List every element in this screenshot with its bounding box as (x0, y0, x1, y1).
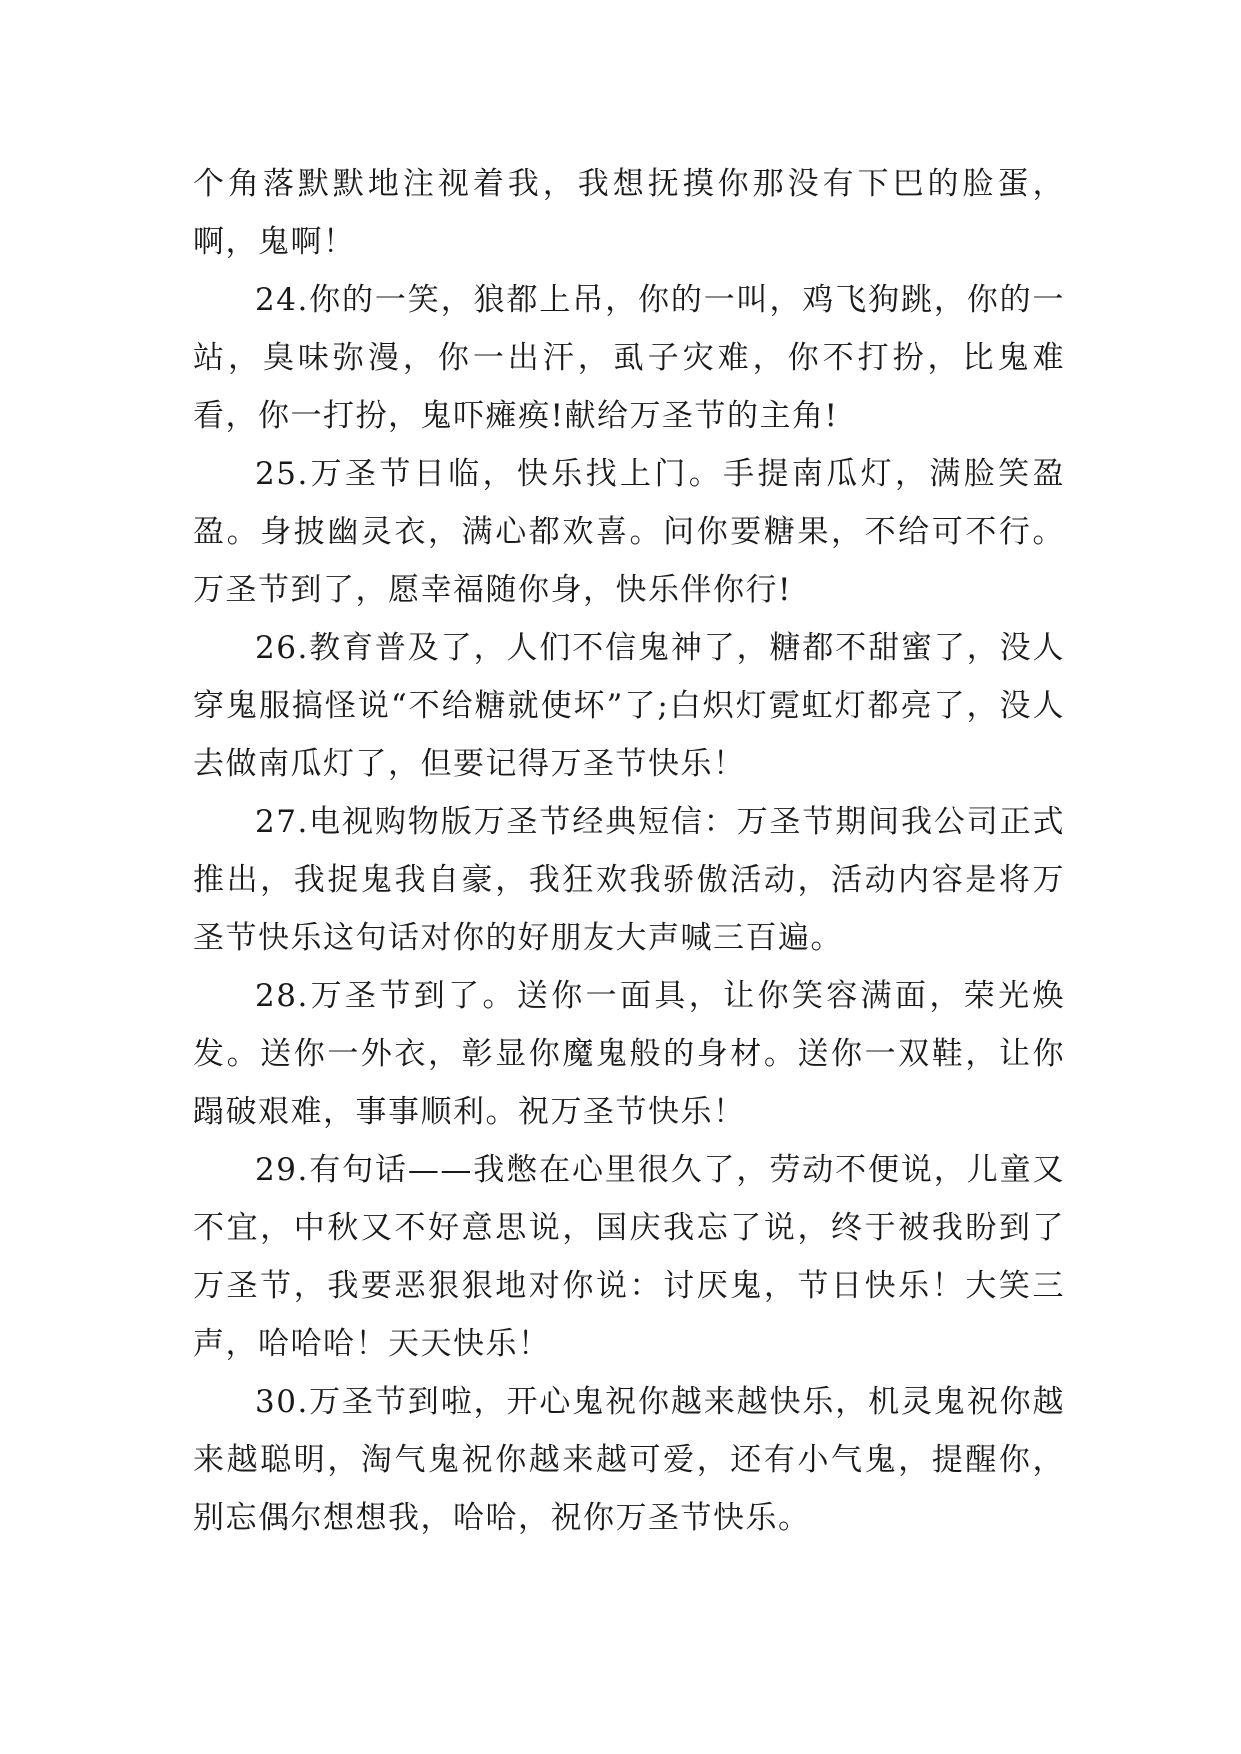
paragraph-25: 25.万圣节日临，快乐找上门。手提南瓜灯，满脸笑盈盈。身披幽灵衣，满心都欢喜。问你要糖果，不给可不行。万圣节到了，愿幸福随你身，快乐伴你行! (193, 456, 1065, 608)
paragraph-24: 24.你的一笑，狼都上吊，你的一叫，鸡飞狗跳，你的一站，臭味弥漫，你一出汗，虱子灾难，你不打扮，比鬼难看，你一打扮，鬼吓瘫痪!献给万圣节的主角! (193, 282, 1065, 434)
document-body (193, 155, 1065, 1547)
paragraph-23-continued: 个角落默默地注视着我，我想抚摸你那没有下巴的脸蛋，啊，鬼啊！ (193, 166, 1065, 260)
paragraph-30: 30.万圣节到啦，开心鬼祝你越来越快乐，机灵鬼祝你越来越聪明，淘气鬼祝你越来越可爱，还有小气鬼，提醒你，别忘偶尔想想我，哈哈，祝你万圣节快乐。 (193, 1384, 1065, 1536)
paragraph-28: 28.万圣节到了。送你一面具，让你笑容满面，荣光焕发。送你一外衣，彰显你魔鬼般的身材。送你一双鞋，让你蹋破艰难，事事顺利。祝万圣节快乐！ (193, 978, 1065, 1130)
paragraph-29: 29.有句话——我憋在心里很久了，劳动不便说，儿童又不宜，中秋又不好意思说，国庆我忘了说，终于被我盼到了万圣节，我要恶狠狠地对你说：讨厌鬼，节日快乐！大笑三声，哈哈哈！天天快乐！ (193, 1152, 1065, 1362)
paragraph-27: 27.电视购物版万圣节经典短信：万圣节期间我公司正式推出，我捉鬼我自豪，我狂欢我骄傲活动，活动内容是将万圣节快乐这句话对你的好朋友大声喊三百遍。 (193, 804, 1065, 956)
paragraph-26: 26.教育普及了，人们不信鬼神了，糖都不甜蜜了，没人穿鬼服搞怪说“不给糖就使坏”了;白炽灯霓虹灯都亮了，没人去做南瓜灯了，但要记得万圣节快乐！ (193, 630, 1065, 782)
